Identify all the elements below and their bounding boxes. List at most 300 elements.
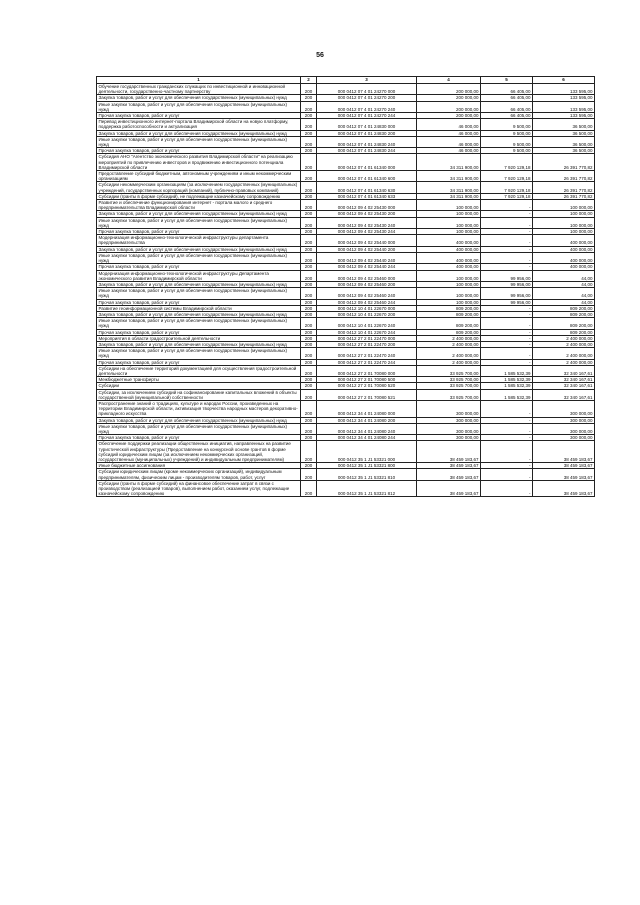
- row-unexecuted: 2 400 000,00: [533, 341, 595, 347]
- row-approved: 100 000,00: [417, 217, 481, 228]
- row-name: Прочая закупка товаров, работ и услуг: [97, 264, 301, 270]
- row-approved: 46 000,00: [417, 148, 481, 154]
- row-budget-code: 000 0412 27 2 01 22470 200: [317, 341, 417, 347]
- row-unexecuted: 26 391 770,82: [533, 182, 595, 193]
- row-executed: -: [481, 252, 533, 263]
- row-approved: 34 311 900,00: [417, 171, 481, 182]
- row-unexecuted: 38 459 183,67: [533, 441, 595, 463]
- row-approved: 46 000,00: [417, 136, 481, 147]
- row-unexecuted: 100 000,00: [533, 211, 595, 217]
- row-approved: 38 459 183,67: [417, 441, 481, 463]
- row-budget-code: 000 0412 07 4 01 24830 240: [317, 136, 417, 147]
- row-budget-code: 000 0412 09 4 02 25460 244: [317, 299, 417, 305]
- row-approved: 34 311 900,00: [417, 193, 481, 199]
- row-unexecuted: 300 000,00: [533, 400, 595, 417]
- row-line-code: 200: [301, 200, 317, 211]
- row-line-code: 200: [301, 359, 317, 365]
- row-approved: 200 000,00: [417, 101, 481, 112]
- row-approved: 33 925 700,00: [417, 383, 481, 389]
- table-row: [97, 318, 595, 329]
- row-approved: 38 459 183,67: [417, 480, 481, 497]
- table-row: [97, 288, 595, 299]
- row-line-code: 200: [301, 463, 317, 469]
- row-unexecuted: 2 400 000,00: [533, 335, 595, 341]
- row-unexecuted: 809 200,00: [533, 329, 595, 335]
- row-executed: 1 585 532,39: [481, 389, 533, 400]
- row-line-code: 200: [301, 423, 317, 434]
- table-row: [97, 235, 595, 246]
- row-budget-code: 000 0412 07 4 01 24270 000: [317, 84, 417, 95]
- table-row: [97, 423, 595, 434]
- table-row: [97, 252, 595, 263]
- row-executed: -: [481, 441, 533, 463]
- row-name: Прочая закупка товаров, работ и услуг: [97, 359, 301, 365]
- row-line-code: 200: [301, 480, 317, 497]
- row-approved: 300 000,00: [417, 417, 481, 423]
- page-number: 56: [316, 52, 324, 59]
- row-name: Развитие геоинформационной системы Владимирской области: [97, 305, 301, 311]
- row-executed: -: [481, 305, 533, 311]
- row-executed: 99 956,00: [481, 299, 533, 305]
- row-line-code: 200: [301, 235, 317, 246]
- row-budget-code: 000 0412 07 4 01 61340 600: [317, 171, 417, 182]
- row-executed: 7 920 129,18: [481, 154, 533, 171]
- row-name: Субсидии: [97, 383, 301, 389]
- row-budget-code: 000 0412 09 4 02 25440 240: [317, 252, 417, 263]
- row-approved: 809 200,00: [417, 305, 481, 311]
- row-executed: 1 585 532,39: [481, 377, 533, 383]
- row-approved: 46 000,00: [417, 130, 481, 136]
- row-name: Модернизация информационно-технологической инфраструктуры департамента предпринимательства: [97, 235, 301, 246]
- header-col-2: 2: [301, 77, 317, 84]
- row-budget-code: 000 0412 34 4 01 24080 000: [317, 400, 417, 417]
- row-approved: 400 000,00: [417, 252, 481, 263]
- row-executed: -: [481, 229, 533, 235]
- row-line-code: 200: [301, 469, 317, 480]
- table-row: [97, 119, 595, 130]
- row-line-code: 200: [301, 182, 317, 193]
- row-name: Иные закупки товаров, работ и услуг для обеспечения государственных (муниципальных) нужд: [97, 136, 301, 147]
- row-name: Прочая закупка товаров, работ и услуг: [97, 148, 301, 154]
- row-budget-code: 000 0412 07 4 01 24270 240: [317, 101, 417, 112]
- row-approved: 38 459 183,67: [417, 463, 481, 469]
- header-col-6: 6: [533, 77, 595, 84]
- row-budget-code: 000 0412 35 1 J1 53321 810: [317, 469, 417, 480]
- row-line-code: 200: [301, 318, 317, 329]
- row-name: Развитие и обеспечение функционирования интернет - портала малого и среднего предпринимательства Владимирской области: [97, 200, 301, 211]
- row-line-code: 200: [301, 264, 317, 270]
- row-executed: 66 405,00: [481, 84, 533, 95]
- row-line-code: 200: [301, 377, 317, 383]
- row-name: Межбюджетные трансферты: [97, 377, 301, 383]
- row-line-code: 200: [301, 417, 317, 423]
- row-budget-code: 000 0412 07 4 01 24830 244: [317, 148, 417, 154]
- row-name: Прочая закупка товаров, работ и услуг: [97, 229, 301, 235]
- row-line-code: 200: [301, 252, 317, 263]
- row-unexecuted: 38 459 183,67: [533, 463, 595, 469]
- budget-table: [96, 76, 595, 497]
- table-row: [97, 171, 595, 182]
- row-executed: 66 405,00: [481, 101, 533, 112]
- row-executed: -: [481, 400, 533, 417]
- row-approved: 100 000,00: [417, 229, 481, 235]
- row-budget-code: 000 0412 35 1 J1 53321 000: [317, 441, 417, 463]
- row-budget-code: 000 0412 07 4 01 24830 200: [317, 130, 417, 136]
- row-approved: 33 925 700,00: [417, 389, 481, 400]
- row-line-code: 200: [301, 281, 317, 287]
- row-budget-code: 000 0412 07 4 01 61340 630: [317, 182, 417, 193]
- row-executed: 7 920 129,18: [481, 171, 533, 182]
- row-name: Закупка товаров, работ и услуг для обеспечения государственных (муниципальных) нужд: [97, 341, 301, 347]
- row-unexecuted: 2 400 000,00: [533, 348, 595, 359]
- row-budget-code: 000 0412 34 4 01 24080 244: [317, 435, 417, 441]
- row-approved: 2 400 000,00: [417, 335, 481, 341]
- row-executed: -: [481, 348, 533, 359]
- row-executed: -: [481, 329, 533, 335]
- row-budget-code: 000 0412 35 1 J1 53321 800: [317, 463, 417, 469]
- row-approved: 100 000,00: [417, 200, 481, 211]
- row-unexecuted: 44,00: [533, 299, 595, 305]
- table-row: [97, 200, 595, 211]
- row-executed: 7 920 129,18: [481, 182, 533, 193]
- row-approved: 200 000,00: [417, 95, 481, 101]
- row-budget-code: 000 0412 09 4 02 25430 000: [317, 200, 417, 211]
- row-approved: 46 000,00: [417, 119, 481, 130]
- row-name: Закупка товаров, работ и услуг для обеспечения государственных (муниципальных) нужд: [97, 95, 301, 101]
- row-name: Иные закупки товаров, работ и услуг для обеспечения государственных (муниципальных) нужд: [97, 217, 301, 228]
- row-budget-code: 000 0412 09 4 02 25460 200: [317, 281, 417, 287]
- row-approved: 809 200,00: [417, 329, 481, 335]
- row-approved: 400 000,00: [417, 235, 481, 246]
- table-row: [97, 389, 595, 400]
- row-unexecuted: 400 000,00: [533, 264, 595, 270]
- row-budget-code: 000 0412 27 2 01 22470 000: [317, 335, 417, 341]
- row-executed: 99 956,00: [481, 281, 533, 287]
- table-row: [97, 101, 595, 112]
- table-row: [97, 136, 595, 147]
- row-executed: -: [481, 200, 533, 211]
- row-budget-code: 000 0412 10 4 01 22670 244: [317, 329, 417, 335]
- row-budget-code: 000 0412 10 4 01 22670 200: [317, 311, 417, 317]
- row-budget-code: 000 0412 27 2 01 70080 520: [317, 383, 417, 389]
- row-executed: -: [481, 311, 533, 317]
- row-executed: -: [481, 217, 533, 228]
- row-executed: -: [481, 211, 533, 217]
- row-line-code: 200: [301, 101, 317, 112]
- row-budget-code: 000 0412 07 4 01 61340 633: [317, 193, 417, 199]
- row-name: Субсидии на обеспечение территорий документацией для осуществления градостроительной деятельности: [97, 365, 301, 376]
- row-budget-code: 000 0412 34 4 01 24080 240: [317, 423, 417, 434]
- table-row: [97, 400, 595, 417]
- table-row: [97, 348, 595, 359]
- row-unexecuted: 36 500,00: [533, 136, 595, 147]
- row-executed: -: [481, 235, 533, 246]
- row-executed: 9 500,00: [481, 136, 533, 147]
- row-approved: 100 000,00: [417, 211, 481, 217]
- row-unexecuted: 100 000,00: [533, 200, 595, 211]
- row-line-code: 200: [301, 148, 317, 154]
- row-budget-code: 000 0412 27 2 01 70080 000: [317, 365, 417, 376]
- row-executed: -: [481, 359, 533, 365]
- row-unexecuted: 400 000,00: [533, 246, 595, 252]
- header-col-4: 4: [417, 77, 481, 84]
- row-unexecuted: 100 000,00: [533, 229, 595, 235]
- row-executed: -: [481, 246, 533, 252]
- row-executed: 1 585 532,39: [481, 365, 533, 376]
- row-budget-code: 000 0412 34 4 01 24080 200: [317, 417, 417, 423]
- row-name: Субсидии, за исключением субсидий на софинансирование капитальных вложений в объекты государственной (муниципальной) собственности: [97, 389, 301, 400]
- row-approved: 200 000,00: [417, 84, 481, 95]
- row-name: Закупка товаров, работ и услуг для обеспечения государственных (муниципальных) нужд: [97, 211, 301, 217]
- row-name: Субсидия АНО "Агентство экономического развития Владимирской области" на реализацию мероприятий по привлечению инвесторов и продвижению инвестиционного потенциала Владимирской области: [97, 154, 301, 171]
- header-row: [97, 77, 595, 84]
- row-approved: 300 000,00: [417, 435, 481, 441]
- row-line-code: 200: [301, 95, 317, 101]
- row-budget-code: 000 0412 07 4 01 24270 200: [317, 95, 417, 101]
- row-approved: 2 400 000,00: [417, 341, 481, 347]
- row-line-code: 200: [301, 136, 317, 147]
- row-executed: 9 500,00: [481, 148, 533, 154]
- row-line-code: 200: [301, 270, 317, 281]
- row-budget-code: 000 0412 07 4 01 24270 244: [317, 113, 417, 119]
- row-unexecuted: 300 000,00: [533, 423, 595, 434]
- row-name: Закупка товаров, работ и услуг для обеспечения государственных (муниципальных) нужд: [97, 311, 301, 317]
- row-unexecuted: 26 391 770,82: [533, 193, 595, 199]
- row-budget-code: 000 0412 27 2 01 22470 244: [317, 359, 417, 365]
- row-name: Перевод инвестиционного интернет-портала Владимирской области на новую платформу, поддержка работоспособности и актуализация: [97, 119, 301, 130]
- row-executed: -: [481, 435, 533, 441]
- header-col-3: 3: [317, 77, 417, 84]
- row-approved: 100 000,00: [417, 270, 481, 281]
- row-unexecuted: 300 000,00: [533, 435, 595, 441]
- row-approved: 34 311 900,00: [417, 182, 481, 193]
- row-unexecuted: 133 595,00: [533, 113, 595, 119]
- row-line-code: 200: [301, 341, 317, 347]
- row-name: Модернизация информационно-технологической инфраструктуры Департамента экономического развития Владимирской области: [97, 270, 301, 281]
- row-unexecuted: 2 400 000,00: [533, 359, 595, 365]
- table-row: [97, 281, 595, 287]
- row-executed: 99 956,00: [481, 270, 533, 281]
- row-line-code: 200: [301, 154, 317, 171]
- row-approved: 33 925 700,00: [417, 377, 481, 383]
- row-name: Мероприятия в области градостроительной деятельности: [97, 335, 301, 341]
- row-unexecuted: 32 340 167,61: [533, 377, 595, 383]
- row-unexecuted: 38 459 183,67: [533, 469, 595, 480]
- table-row: [97, 193, 595, 199]
- row-budget-code: 000 0412 27 2 01 70080 500: [317, 377, 417, 383]
- row-line-code: 200: [301, 246, 317, 252]
- row-name: Иные закупки товаров, работ и услуг для обеспечения государственных (муниципальных) нужд: [97, 348, 301, 359]
- row-name: Прочая закупка товаров, работ и услуг: [97, 435, 301, 441]
- row-executed: 99 956,00: [481, 288, 533, 299]
- row-line-code: 200: [301, 130, 317, 136]
- row-line-code: 200: [301, 389, 317, 400]
- row-line-code: 200: [301, 329, 317, 335]
- row-line-code: 200: [301, 311, 317, 317]
- row-name: Иные закупки товаров, работ и услуг для обеспечения государственных (муниципальных) нужд: [97, 252, 301, 263]
- row-executed: -: [481, 341, 533, 347]
- row-name: Прочая закупка товаров, работ и услуг: [97, 329, 301, 335]
- row-line-code: 200: [301, 288, 317, 299]
- row-line-code: 200: [301, 435, 317, 441]
- row-unexecuted: 300 000,00: [533, 417, 595, 423]
- row-name: Закупка товаров, работ и услуг для обеспечения государственных (муниципальных) нужд: [97, 417, 301, 423]
- table-row: [97, 95, 595, 101]
- row-unexecuted: 809 200,00: [533, 305, 595, 311]
- row-approved: 809 200,00: [417, 311, 481, 317]
- row-budget-code: 000 0412 09 4 02 25430 200: [317, 211, 417, 217]
- table-row: [97, 299, 595, 305]
- table-row: [97, 469, 595, 480]
- row-line-code: 200: [301, 335, 317, 341]
- row-executed: -: [481, 423, 533, 434]
- row-unexecuted: 44,00: [533, 288, 595, 299]
- row-budget-code: 000 0412 27 2 01 22470 240: [317, 348, 417, 359]
- row-unexecuted: 400 000,00: [533, 235, 595, 246]
- table-row: [97, 480, 595, 497]
- row-name: Субсидии (гранты в форме субсидий) на финансовое обеспечение затрат в связи с производством (реализацией товаров), выполнением работ, оказанием услуг, подлежащие казначейскому сопровождению: [97, 480, 301, 497]
- row-line-code: 200: [301, 84, 317, 95]
- row-approved: 300 000,00: [417, 400, 481, 417]
- row-unexecuted: 809 200,00: [533, 318, 595, 329]
- row-unexecuted: 32 340 167,61: [533, 383, 595, 389]
- row-budget-code: 000 0412 09 4 02 25430 244: [317, 229, 417, 235]
- row-name: Закупка товаров, работ и услуг для обеспечения государственных (муниципальных) нужд: [97, 130, 301, 136]
- row-approved: 300 000,00: [417, 423, 481, 434]
- row-approved: 38 459 183,67: [417, 469, 481, 480]
- row-executed: 66 405,00: [481, 95, 533, 101]
- row-budget-code: 000 0412 09 4 02 25460 000: [317, 270, 417, 281]
- row-budget-code: 000 0412 09 4 02 25440 000: [317, 235, 417, 246]
- row-executed: -: [481, 480, 533, 497]
- row-name: Иные закупки товаров, работ и услуг для обеспечения государственных (муниципальных) нужд: [97, 318, 301, 329]
- row-budget-code: 000 0412 09 4 02 25430 240: [317, 217, 417, 228]
- row-unexecuted: 133 595,00: [533, 84, 595, 95]
- row-budget-code: 000 0412 10 4 01 22670 240: [317, 318, 417, 329]
- row-approved: 200 000,00: [417, 113, 481, 119]
- row-approved: 100 000,00: [417, 281, 481, 287]
- row-unexecuted: 100 000,00: [533, 217, 595, 228]
- row-unexecuted: 36 500,00: [533, 119, 595, 130]
- row-budget-code: 000 0412 09 4 02 25460 240: [317, 288, 417, 299]
- row-executed: -: [481, 463, 533, 469]
- row-name: Субсидии юридическим лицам (кроме некоммерческих организаций), индивидуальным предпринимателям, физическим лицам - производителям товаров, работ, услуг: [97, 469, 301, 480]
- row-executed: -: [481, 335, 533, 341]
- row-approved: 33 925 700,00: [417, 365, 481, 376]
- row-name: Закупка товаров, работ и услуг для обеспечения государственных (муниципальных) нужд: [97, 281, 301, 287]
- row-name: Прочая закупка товаров, работ и услуг: [97, 299, 301, 305]
- row-executed: -: [481, 264, 533, 270]
- table-row: [97, 148, 595, 154]
- row-approved: 809 200,00: [417, 318, 481, 329]
- row-executed: 1 585 532,39: [481, 383, 533, 389]
- row-executed: 9 500,00: [481, 130, 533, 136]
- row-line-code: 200: [301, 383, 317, 389]
- row-budget-code: 000 0412 09 4 02 25440 200: [317, 246, 417, 252]
- row-budget-code: 000 0412 27 2 01 70080 521: [317, 389, 417, 400]
- row-line-code: 200: [301, 229, 317, 235]
- row-name: Иные закупки товаров, работ и услуг для обеспечения государственных (муниципальных) нужд: [97, 101, 301, 112]
- row-line-code: 200: [301, 171, 317, 182]
- row-unexecuted: 32 340 167,61: [533, 389, 595, 400]
- row-line-code: 200: [301, 193, 317, 199]
- row-name: Иные закупки товаров, работ и услуг для обеспечения государственных (муниципальных) нужд: [97, 423, 301, 434]
- row-executed: -: [481, 469, 533, 480]
- row-unexecuted: 26 391 770,82: [533, 171, 595, 182]
- table-row: [97, 154, 595, 171]
- row-name: Иные бюджетные ассигнования: [97, 463, 301, 469]
- row-approved: 34 311 900,00: [417, 154, 481, 171]
- row-executed: 9 500,00: [481, 119, 533, 130]
- row-approved: 400 000,00: [417, 246, 481, 252]
- row-line-code: 200: [301, 305, 317, 311]
- table-row: [97, 441, 595, 463]
- row-line-code: 200: [301, 299, 317, 305]
- table-row: [97, 365, 595, 376]
- row-unexecuted: 809 200,00: [533, 311, 595, 317]
- row-line-code: 200: [301, 365, 317, 376]
- table-row: [97, 182, 595, 193]
- row-line-code: 200: [301, 119, 317, 130]
- row-unexecuted: 133 595,00: [533, 101, 595, 112]
- row-unexecuted: 44,00: [533, 281, 595, 287]
- table-row: [97, 113, 595, 119]
- table-row: [97, 217, 595, 228]
- row-name: Субсидии (гранты в форме субсидий), не подлежащие казначейскому сопровождению: [97, 193, 301, 199]
- row-approved: 100 000,00: [417, 288, 481, 299]
- row-name: Обеспечение поддержки реализации общественных инициатив, направленных на развитие туристической инфраструктуры (Предоставление на конкурсной основе грантов в форме субсидий юридическим лицам (за исключением некоммерческих организаций, государственных (муниципальных) учреждений) и индивидуальным предпринимателям): [97, 441, 301, 463]
- row-line-code: 200: [301, 400, 317, 417]
- table-row: [97, 130, 595, 136]
- row-unexecuted: 400 000,00: [533, 252, 595, 263]
- row-unexecuted: 44,00: [533, 270, 595, 281]
- row-unexecuted: 32 340 167,61: [533, 365, 595, 376]
- row-budget-code: 000 0412 10 4 01 22670 000: [317, 305, 417, 311]
- row-line-code: 200: [301, 113, 317, 119]
- row-executed: 7 920 129,18: [481, 193, 533, 199]
- row-name: Субсидии некоммерческим организациям (за исключением государственных (муниципальных) учреждений, государственных корпораций (компаний), публично-правовых компаний): [97, 182, 301, 193]
- header-col-1: 1: [97, 77, 301, 84]
- row-budget-code: 000 0412 07 4 01 61340 000: [317, 154, 417, 171]
- row-line-code: 200: [301, 441, 317, 463]
- row-name: Прочая закупка товаров, работ и услуг: [97, 113, 301, 119]
- row-executed: -: [481, 417, 533, 423]
- row-budget-code: 000 0412 35 1 J1 53321 812: [317, 480, 417, 497]
- row-name: Обучение государственных гражданских служащих по инвестиционной и инновационной деятельности, государственно-частному партнерству: [97, 84, 301, 95]
- row-approved: 2 400 000,00: [417, 348, 481, 359]
- row-line-code: 200: [301, 211, 317, 217]
- row-unexecuted: 26 391 770,82: [533, 154, 595, 171]
- row-unexecuted: 36 500,00: [533, 148, 595, 154]
- row-unexecuted: 36 500,00: [533, 130, 595, 136]
- table-body: [97, 84, 595, 497]
- row-approved: 100 000,00: [417, 299, 481, 305]
- row-name: Распространение знаний о традициях, культуре и народах России, произведенных на территории Владимирской области, активизация творчества народных мастеров декоративно-прикладного искусства: [97, 400, 301, 417]
- row-approved: 2 400 000,00: [417, 359, 481, 365]
- row-budget-code: 000 0412 09 4 02 25440 244: [317, 264, 417, 270]
- row-budget-code: 000 0412 07 4 01 24830 000: [317, 119, 417, 130]
- row-name: Предоставление субсидий бюджетным, автономным учреждениям и иным некоммерческим организациям: [97, 171, 301, 182]
- header-col-5: 5: [481, 77, 533, 84]
- row-name: Закупка товаров, работ и услуг для обеспечения государственных (муниципальных) нужд: [97, 246, 301, 252]
- row-approved: 400 000,00: [417, 264, 481, 270]
- table-row: [97, 84, 595, 95]
- row-unexecuted: 38 459 183,67: [533, 480, 595, 497]
- row-unexecuted: 133 595,00: [533, 95, 595, 101]
- table-row: [97, 270, 595, 281]
- row-line-code: 200: [301, 217, 317, 228]
- row-executed: 66 405,00: [481, 113, 533, 119]
